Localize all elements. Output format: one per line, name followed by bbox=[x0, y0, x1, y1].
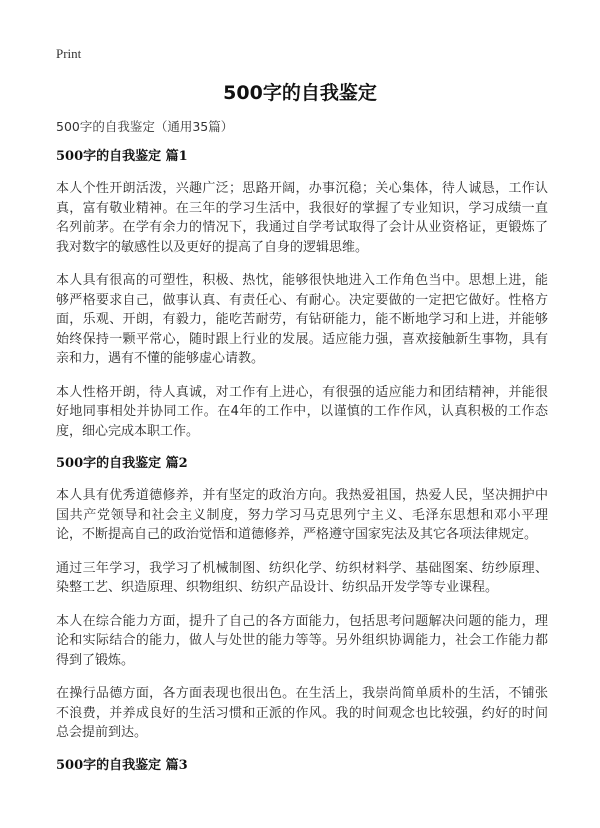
section-heading-1: 500字的自我鉴定 篇1 bbox=[56, 149, 188, 164]
document-subtitle: 500字的自我鉴定（通用35篇） bbox=[56, 119, 234, 134]
section-heading-2: 500字的自我鉴定 篇2 bbox=[56, 456, 188, 471]
paragraph: 本人具有很高的可塑性，积极、热忱，能够很快地进入工作角色当中。思想上进，能够严格要求自己，做事认真、有责任心、有耐心。决定要做的一定把它做好。性格方面，乐观、开朗，有毅力，能吃苦耐劳，有钻研能力，能不断地学习和上进，并能够始终保持一颗平常心，随时跟上行业的发展。适应能力强，喜欢接触新生事物，具有亲和力，遇有不懂的能够虚心请教。 bbox=[56, 273, 548, 366]
paragraph: 本人具有优秀道德修养，并有坚定的政治方向。我热爱祖国，热爱人民，坚决拥护中国共产党领导和社会主义制度，努力学习马克思列宁主义、毛泽东思想和邓小平理论，不断提高自己的政治觉悟和道德修养，严格遵守国家宪法及其它各项法律规定。 bbox=[56, 488, 548, 542]
paragraph: 通过三年学习，我学习了机械制图、纺织化学、纺织材料学、基础图案、纺纱原理、染整工艺、织造原理、织物组织、纺织产品设计、纺织品开发学等专业课程。 bbox=[56, 560, 548, 595]
paragraph: 本人在综合能力方面，提升了自己的各方面能力，包括思考问题解决问题的能力，理论和实际结合的能力，做人与处世的能力等等。另外组织协调能力，社会工作能力都得到了锻炼。 bbox=[56, 613, 548, 668]
document-title: 500字的自我鉴定 bbox=[223, 82, 377, 104]
paragraph: 本人个性开朗活泼，兴趣广泛；思路开阔，办事沉稳；关心集体，待人诚恳，工作认真，富有敬业精神。在三年的学习生活中，我很好的掌握了专业知识，学习成绩一直名列前茅。在学有余力的情况下，我通过自学考试取得了会计从业资格证，更锻炼了我对数字的敏感性以及更好的提高了自身的逻辑思维。 bbox=[56, 181, 548, 255]
print-link[interactable]: Print bbox=[56, 46, 82, 61]
paragraph: 本人性格开朗，待人真诚，对工作有上进心，有很强的适应能力和团结精神，并能很好地同事相处并协同工作。在4年的工作中，以谨慎的工作作风，认真积极的工作态度，细心完成本职工作。 bbox=[56, 384, 548, 439]
paragraph: 在操行品德方面，各方面表现也很出色。在生活上，我崇尚简单质朴的生活，不铺张不浪费，并养成良好的生活习惯和正派的作风。我的时间观念也比较强，约好的时间总会提前到达。 bbox=[56, 686, 548, 740]
document-content bbox=[56, 118, 548, 788]
section-heading-3: 500字的自我鉴定 篇3 bbox=[56, 757, 188, 773]
